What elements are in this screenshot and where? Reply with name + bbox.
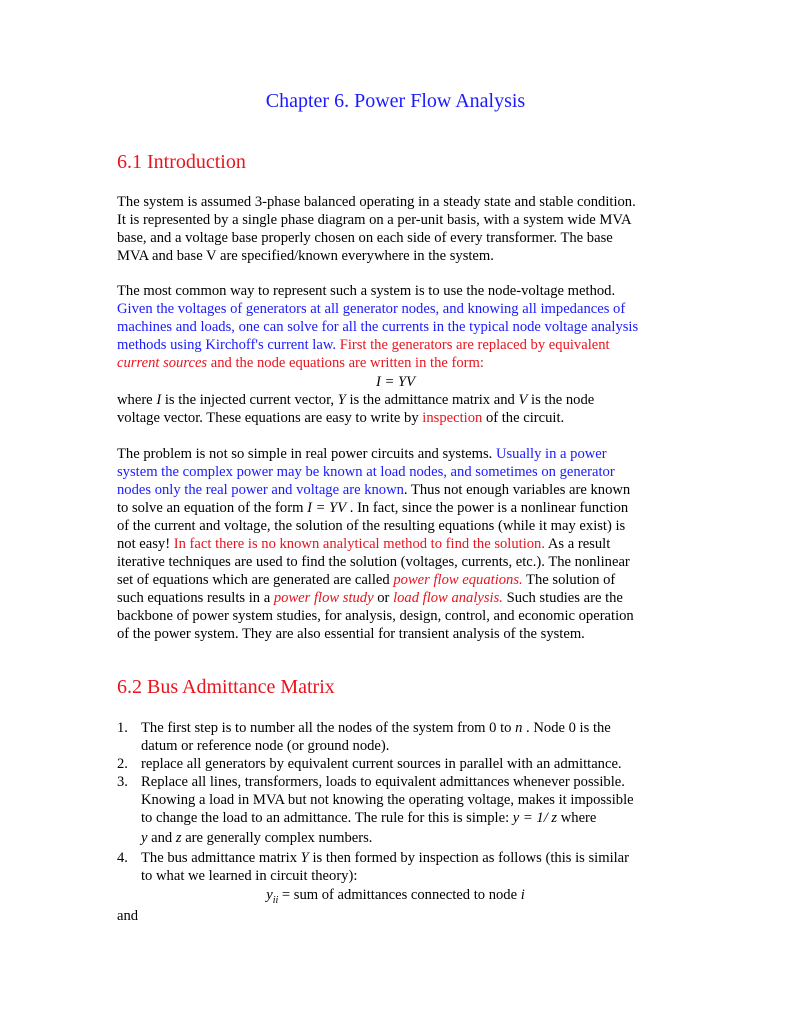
equation-y-1-over-z: y = 1/ z	[512, 810, 558, 826]
where-text: where	[117, 392, 157, 408]
item1-text-a: The first step is to number all the nodes of the system from 0 to	[141, 720, 516, 736]
subscript-ii: ii	[272, 894, 279, 906]
chapter-title: Chapter 6. Power Flow Analysis	[265, 90, 526, 112]
item1-text-b: . Node 0 is the	[522, 720, 611, 736]
var-I: I	[156, 392, 162, 408]
nodes-only-text: nodes only the real power and voltage are known	[117, 482, 404, 498]
trailing-and: and	[117, 908, 139, 924]
var-y: y	[141, 830, 148, 846]
kirchoff-text: methods using Kirchoff's current law.	[117, 337, 337, 353]
p3-line-7: iterative techniques are used to find the solution (voltages, currents, etc.). The nonlinear	[117, 554, 630, 570]
item2-text: replace all generators by equivalent current sources in parallel with an admittance.	[141, 756, 622, 772]
rule-text: to change the load to an admittance. The rule for this is simple:	[141, 810, 513, 826]
p3-line-5: of the current and voltage, the solution of the resulting equations (while it may exist) is	[117, 518, 626, 534]
p3-line-9	[117, 589, 623, 607]
p3-line-11: of the power system. They are also essential for transient analysis of the system.	[117, 626, 585, 642]
list-item-3-line-4	[141, 829, 372, 847]
list-item-3-line-2: Knowing a load in MVA but not knowing the operating voltage, makes it impossible	[141, 792, 634, 808]
complex-numbers-text: are generally complex numbers.	[181, 830, 373, 846]
list-number-1: 1.	[117, 720, 128, 736]
p2-line-4	[117, 336, 610, 354]
list-item-4	[117, 849, 629, 867]
p1-line-2: It is represented by a single phase diagram on a per-unit basis, with a system wide MVA	[117, 212, 632, 228]
list-item-1-line-2: datum or reference node (or ground node).	[141, 738, 390, 754]
p3-line-6	[117, 535, 610, 553]
p2-line-1: The most common way to represent such a system is to use the node-voltage method.	[117, 283, 616, 299]
list-number-4: 4.	[117, 850, 128, 866]
equation-i-yv: I = YV	[375, 374, 416, 390]
var-Y-2: Y	[300, 850, 309, 866]
list-item-2	[117, 755, 622, 773]
solve-text: to solve an equation of the form	[117, 500, 308, 516]
no-analytical-method-text: In fact there is no known analytical method to find the solution.	[173, 536, 545, 552]
p3-line-3	[117, 481, 630, 499]
or-text: or	[373, 590, 394, 606]
injected-current-text: is the injected current vector,	[161, 392, 338, 408]
p2-line-7	[117, 409, 564, 427]
load-flow-analysis-term: load flow analysis.	[393, 590, 503, 606]
list-number-2: 2.	[117, 756, 128, 772]
list-number-3: 3.	[117, 774, 128, 790]
section-6-1-title: 6.1 Introduction	[117, 151, 246, 173]
item3-text: Replace all lines, transformers, loads to equivalent admittances whenever possible.	[141, 774, 625, 790]
item4-text-b: is then formed by inspection as follows (this is similar	[308, 850, 630, 866]
current-sources-term: current sources	[117, 355, 208, 371]
p3-line-8	[117, 571, 615, 589]
nonlinear-function-text: . In fact, since the power is a nonlinear function	[346, 500, 629, 516]
p1-line-3: base, and a voltage base properly chosen on each side of every transformer. The base	[117, 230, 613, 246]
p2-line-6	[117, 391, 594, 409]
power-flow-equations-term: power flow equations.	[393, 572, 523, 588]
sum-of-admittances-text: = sum of admittances connected to node	[278, 887, 521, 903]
p1-line-1: The system is assumed 3-phase balanced operating in a steady state and stable condition.	[117, 194, 636, 210]
not-enough-text: . Thus not enough variables are known	[403, 482, 631, 498]
solution-of-text: The solution of	[522, 572, 616, 588]
var-Y: Y	[337, 392, 346, 408]
p2-line-2: Given the voltages of generators at all generator nodes, and knowing all impedances of	[117, 301, 626, 317]
such-equations-text: such equations results in a	[117, 590, 274, 606]
var-z: z	[175, 830, 182, 846]
of-circuit-text: of the circuit.	[482, 410, 565, 426]
power-flow-study-term: power flow study	[273, 590, 374, 606]
usually-text: Usually in a power	[495, 446, 607, 462]
inspection-term: inspection	[422, 410, 483, 426]
such-studies-text: Such studies are the	[502, 590, 623, 606]
generators-replaced-text: First the generators are replaced by equivalent	[336, 337, 610, 353]
var-V: V	[518, 392, 528, 408]
list-item-3-line-3	[141, 809, 596, 827]
p3-line-4	[117, 499, 628, 517]
p2-line-3: machines and loads, one can solve for all the currents in the typical node voltage analysis	[117, 319, 639, 335]
set-of-equations-text: set of equations which are generated are called	[117, 572, 394, 588]
voltage-vector-text: voltage vector. These equations are easy to write by	[117, 410, 423, 426]
var-n: n	[515, 720, 523, 736]
p3-line-2: system the complex power may be known at load nodes, and sometimes on generator	[117, 464, 615, 480]
p2-line-5	[117, 354, 484, 372]
item4-text-a: The bus admittance matrix	[141, 850, 301, 866]
var-y-ii: y	[266, 887, 273, 903]
list-item-4-line-2: to what we learned in circuit theory):	[141, 868, 358, 884]
problem-text: The problem is not so simple in real power circuits and systems.	[117, 446, 496, 462]
p3-line-1	[117, 445, 607, 463]
section-6-2-title: 6.2 Bus Admittance Matrix	[117, 676, 335, 698]
list-item-3	[117, 773, 625, 791]
and-text: and	[147, 830, 176, 846]
var-i: i	[520, 887, 525, 903]
not-easy-text: not easy!	[117, 536, 174, 552]
as-a-result-text: As a result	[545, 536, 611, 552]
p3-line-10: backbone of power system studies, for analysis, design, control, and economic operation	[117, 608, 634, 624]
where-text-2: where	[557, 810, 597, 826]
list-item-1	[117, 719, 611, 737]
inline-equation-i-yv: I = YV	[307, 500, 347, 516]
admittance-matrix-text: is the admittance matrix and	[345, 392, 519, 408]
p1-line-4: MVA and base V are specified/known everywhere in the system.	[117, 248, 494, 264]
is-the-node-text: is the node	[527, 392, 595, 408]
node-equations-text: and the node equations are written in the form:	[207, 355, 484, 371]
